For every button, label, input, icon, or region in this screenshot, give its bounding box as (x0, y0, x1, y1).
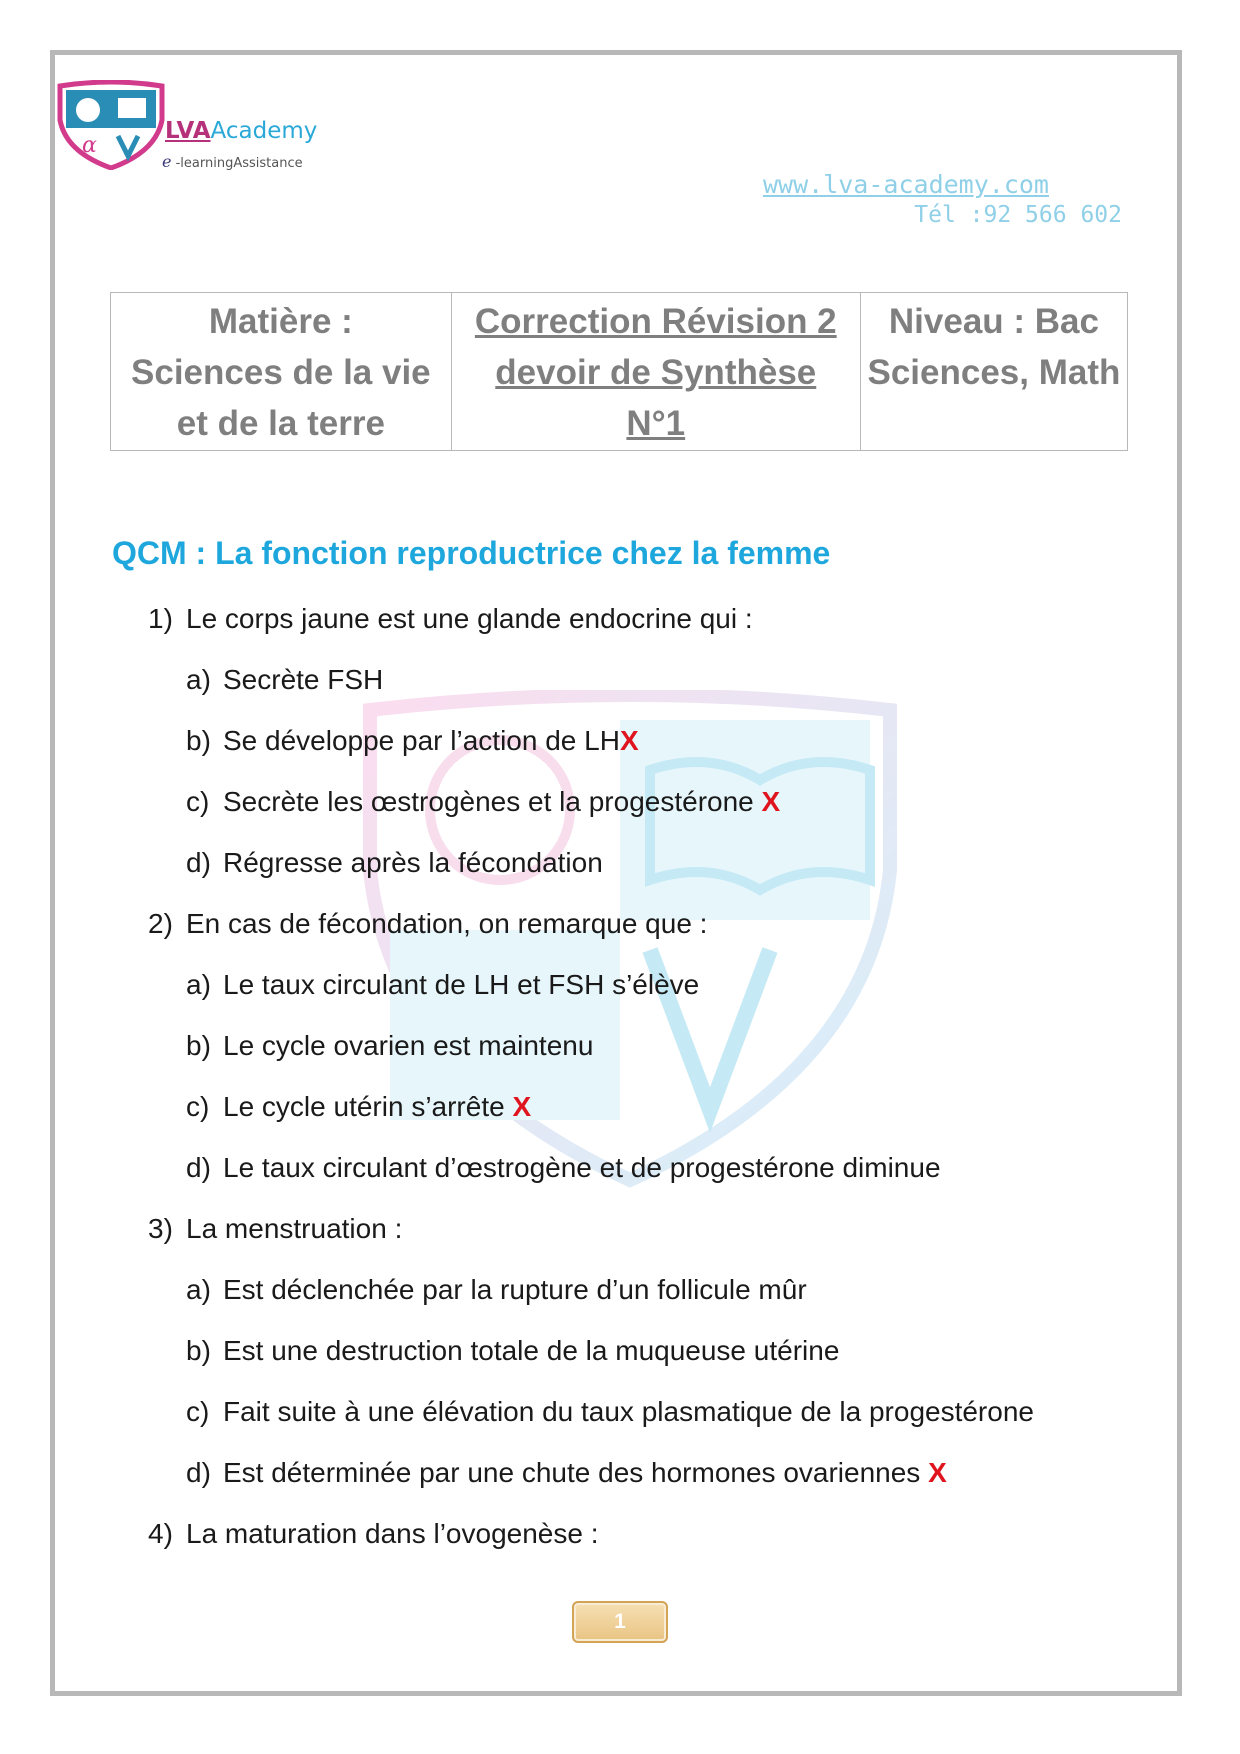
option-text: Le taux circulant de LH et FSH s’élève (223, 969, 700, 1000)
option-text: Le cycle utérin s’arrête (223, 1091, 513, 1122)
option (186, 1335, 839, 1367)
option-letter: a) (186, 969, 211, 1000)
option-text: Le taux circulant d’œstrogène et de progestérone diminue (223, 1152, 941, 1183)
section-title: QCM : La fonction reproductrice chez la femme (112, 535, 831, 571)
option-letter: b) (186, 1335, 211, 1366)
option (186, 969, 699, 1001)
option-letter: a) (186, 664, 211, 695)
subject-line: Sciences de la vie (131, 353, 431, 392)
question-number: 1) (148, 603, 173, 634)
level-line: Niveau : Bac (888, 302, 1099, 341)
subject-line: et de la terre (176, 404, 385, 443)
option (186, 1396, 1034, 1428)
lva-academy-logo (56, 80, 166, 170)
title-line: devoir de Synthèse (495, 353, 817, 392)
page-number: 1 (572, 1601, 668, 1643)
answer-mark: X (619, 725, 639, 756)
level-line: Sciences, Math (867, 353, 1121, 392)
option-letter: a) (186, 1274, 211, 1305)
website-link[interactable]: www.lva-academy.com (763, 170, 1049, 199)
option-letter: b) (186, 1030, 211, 1061)
brand-name-rest: Academy (210, 118, 318, 144)
question (148, 603, 753, 635)
option (186, 847, 603, 879)
level-cell (860, 293, 1127, 451)
title-cell (451, 293, 860, 451)
option-text: Se développe par l’action de LH (223, 725, 620, 756)
option (186, 786, 780, 818)
option-text: Le cycle ovarien est maintenu (223, 1030, 594, 1061)
option (186, 1457, 947, 1489)
question (148, 1213, 402, 1245)
answer-mark: X (512, 1091, 532, 1122)
brand-name (165, 118, 317, 144)
option-letter: c) (186, 1396, 210, 1427)
option (186, 664, 383, 696)
question-number: 2) (148, 908, 173, 939)
option-text: Fait suite à une élévation du taux plasmatique de la progestérone (223, 1396, 1034, 1427)
option (186, 1091, 531, 1123)
tagline-rest: -learningAssistance (171, 156, 303, 171)
title-line: Correction Révision 2 (474, 302, 837, 341)
option (186, 1030, 593, 1062)
option-letter: c) (186, 786, 210, 817)
option (186, 1274, 807, 1306)
brand-name-bold: LVA (165, 118, 211, 144)
phone-number: Tél :92 566 602 (914, 202, 1122, 228)
option-text: Est une destruction totale de la muqueuse utérine (223, 1335, 840, 1366)
option-letter: c) (186, 1091, 210, 1122)
header-table (110, 292, 1128, 451)
option-text: Secrète les œstrogènes et la progestérone (223, 786, 762, 817)
option (186, 1152, 941, 1184)
title-line: N°1 (626, 404, 686, 443)
question (148, 1518, 599, 1550)
question-text: En cas de fécondation, on remarque que : (186, 908, 708, 939)
question-number: 3) (148, 1213, 173, 1244)
option-text: Est déterminée par une chute des hormones ovariennes (223, 1457, 929, 1488)
question-text: Le corps jaune est une glande endocrine qui : (186, 603, 753, 634)
subject-line: Matière : (208, 302, 353, 341)
option-text: Est déclenchée par la rupture d’un follicule mûr (223, 1274, 807, 1305)
brand-tagline (162, 152, 303, 171)
question-text: La menstruation : (186, 1213, 403, 1244)
option-letter: d) (186, 1152, 211, 1183)
question-text: La maturation dans l’ovogenèse : (186, 1518, 599, 1549)
option-text: Secrète FSH (223, 664, 384, 695)
svg-text:α: α (82, 133, 97, 158)
subject-cell (111, 293, 452, 451)
option-letter: d) (186, 847, 211, 878)
answer-mark: X (761, 786, 781, 817)
option-text: Régresse après la fécondation (223, 847, 603, 878)
answer-mark: X (928, 1457, 947, 1488)
option-letter: b) (186, 725, 211, 756)
question-number: 4) (148, 1518, 173, 1549)
option (186, 725, 639, 757)
question (148, 908, 707, 940)
option-letter: d) (186, 1457, 211, 1488)
tagline-e: e (162, 152, 172, 171)
